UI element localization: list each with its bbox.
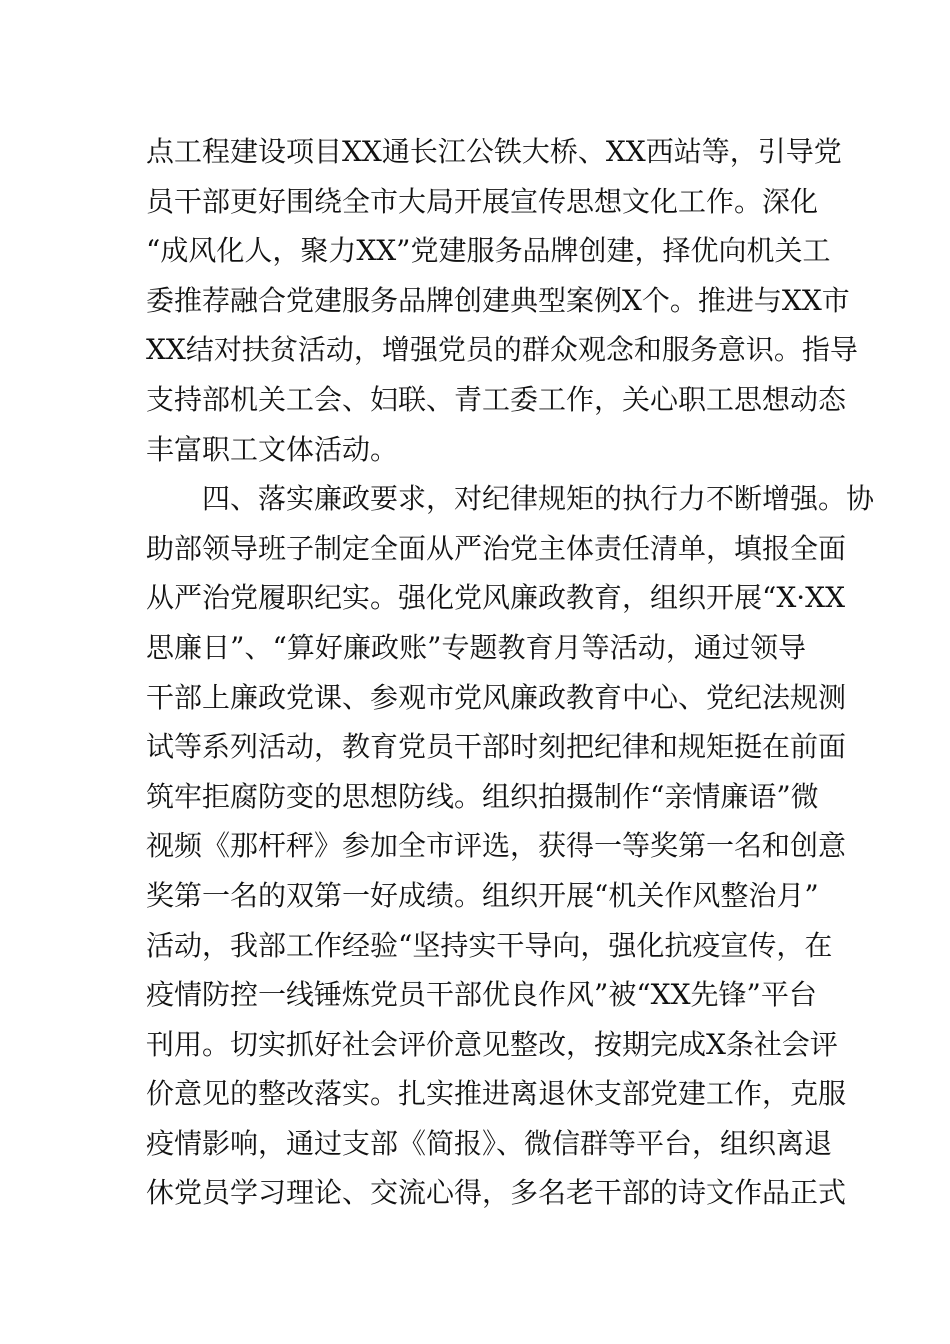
text-line: 点工程建设项目XX通长江公铁大桥、XX西站等，引导党 [146, 135, 842, 168]
body-text [146, 127, 875, 1218]
text-line: 员干部更好围绕全市大局开展宣传思想文化工作。深化 [146, 184, 819, 218]
text-line: 视频《那杆秤》参加全市评选，获得一等奖第一名和创意 [146, 829, 847, 863]
text-line: 从严治党履职纪实。强化党风廉政教育，组织开展“X·XX [146, 581, 846, 615]
text-line: 助部领导班子制定全面从严治党主体责任清单，填报全面 [146, 531, 847, 565]
text-line: 活动，我部工作经验“坚持实干导向，强化抗疫宣传，在 [146, 928, 833, 962]
text-line: 试等系列活动，教育党员干部时刻把纪律和规矩挺在前面 [146, 730, 847, 764]
text-line: 疫情防控一线锤炼党员干部优良作风”被“XX先锋”平台 [146, 978, 817, 1012]
text-line: 休党员学习理论、交流心得，多名老干部的诗文作品正式 [146, 1176, 847, 1210]
text-line: 刊用。切实抓好社会评价意见整改，按期完成X条社会评 [146, 1027, 838, 1061]
text-line: 疫情影响，通过支部《简报》、微信群等平台，组织离退 [146, 1126, 833, 1160]
text-line: 丰富职工文体活动。 [146, 432, 399, 466]
text-line: “成风化人，聚力XX”党建服务品牌创建，择优向机关工 [146, 234, 831, 268]
text-line: 干部上廉政党课、参观市党风廉政教育中心、党纪法规测 [146, 680, 847, 714]
text-line: XX结对扶贫活动，增强党员的群众观念和服务意识。指导 [146, 333, 858, 367]
section-heading-line: 四、落实廉政要求，对纪律规矩的执行力不断增强。协 [146, 482, 875, 516]
text-line: 思廉日”、“算好廉政账”专题教育月等活动，通过领导 [146, 630, 806, 664]
text-line: 价意见的整改落实。扎实推进离退休支部党建工作，克服 [146, 1077, 847, 1111]
text-line: 奖第一名的双第一好成绩。组织开展“机关作风整治月” [146, 878, 819, 912]
text-line: 支持部机关工会、妇联、青工委工作，关心职工思想动态 [146, 382, 847, 416]
text-line: 筑牢拒腐防变的思想防线。组织拍摄制作“亲情廉语”微 [146, 779, 819, 813]
text-line: 委推荐融合党建服务品牌创建典型案例X个。推进与XX市 [146, 283, 850, 317]
